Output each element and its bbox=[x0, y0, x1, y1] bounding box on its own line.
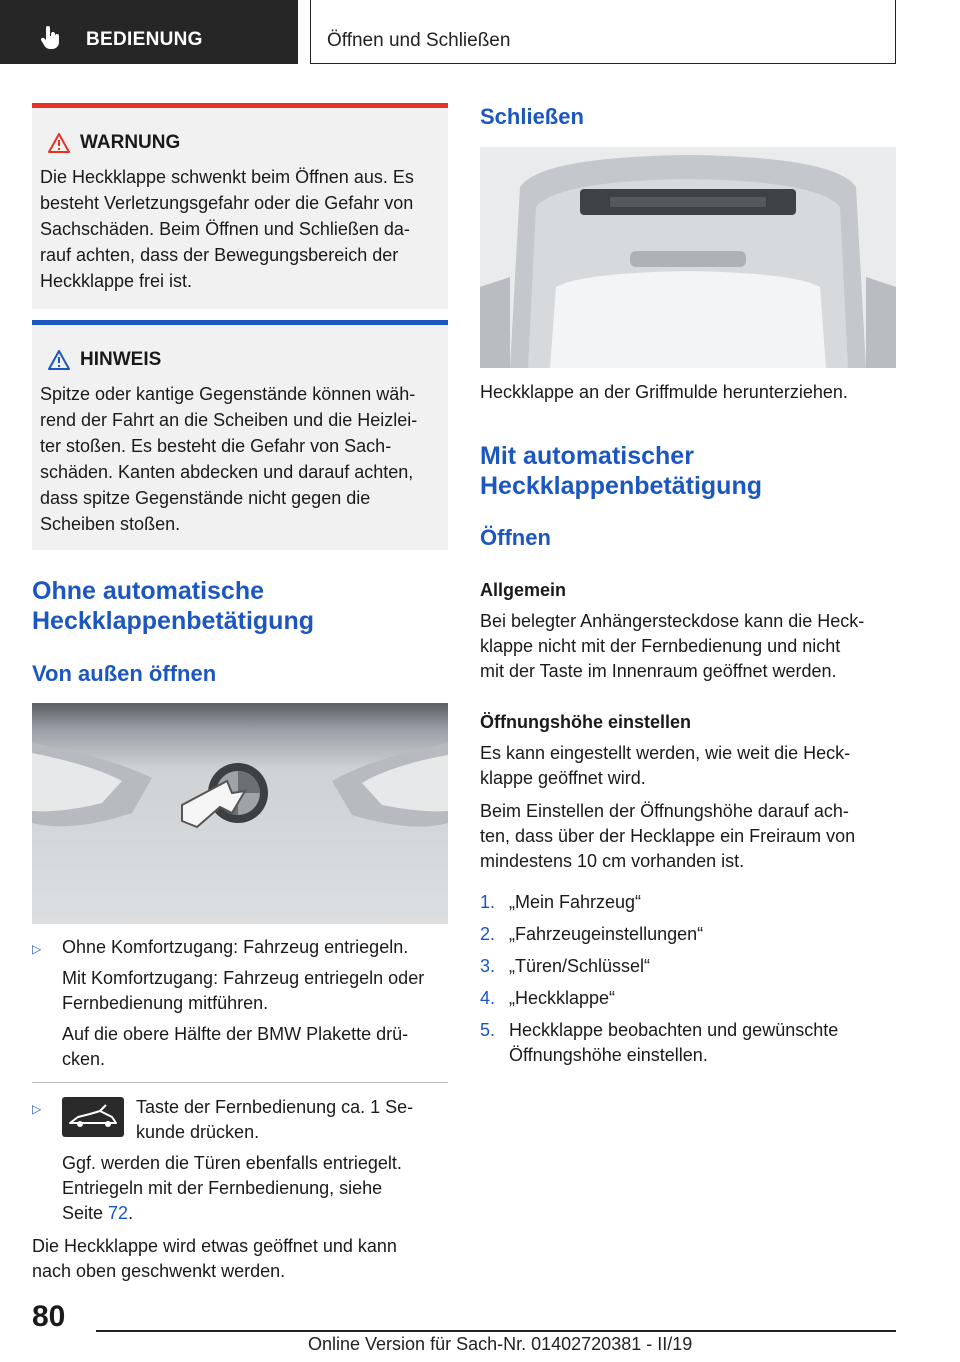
subheading-close: Schließen bbox=[480, 104, 584, 129]
height-paragraph-1: Es kann eingestellt werden, wie weit die Heck- klappe geöffnet wird. bbox=[480, 743, 851, 788]
hint-text: Spitze oder kantige Gegenstände können wäh- rend der Fahrt an die Scheiben und die Heizlei- ter stoßen. Es besteht die Gefahr von Sach- schäden. Kanten abdecken und darauf achten, dass spitze Gegenstände nicht gegen die Scheiben stoßen. bbox=[40, 384, 418, 534]
closing-paragraph: Die Heckklappe wird etwas geöffnet und kann nach oben geschwenkt werden. bbox=[32, 1236, 397, 1281]
warning-triangle-icon bbox=[48, 133, 70, 153]
header-chapter-label: Öffnen und Schließen bbox=[327, 30, 511, 51]
bullet-item-1: ▷ bbox=[32, 942, 42, 956]
header-section-label: BEDIENUNG bbox=[86, 29, 203, 50]
section-heading-manual: Ohne automatische Heckklappenbetätigung bbox=[32, 577, 314, 635]
close-instruction: Heckklappe an der Griffmulde herunterziehen. bbox=[480, 382, 848, 402]
general-paragraph: Bei belegter Anhängersteckdose kann die Heck- klappe nicht mit der Fernbedienung und nicht mit der Taste im Innenraum geöffnet werden. bbox=[480, 611, 865, 681]
header-chapter-tab bbox=[310, 0, 896, 64]
subheading-open: Öffnen bbox=[480, 525, 551, 550]
section-heading-automatic: Mit automatischer Heckklappenbetätigung bbox=[480, 442, 762, 500]
divider bbox=[32, 1082, 448, 1083]
heading-general: Allgemein bbox=[480, 580, 567, 600]
header-section-tab bbox=[0, 0, 298, 64]
subheading-open-from-outside: Von außen öffnen bbox=[32, 661, 217, 686]
steps-list bbox=[480, 890, 900, 1068]
hint-box bbox=[32, 320, 448, 550]
bullet-item-2: ▷ bbox=[32, 1102, 42, 1116]
list-item: 2. „Fahrzeugeinstellungen“ bbox=[480, 924, 704, 944]
tailgate-emblem-image bbox=[32, 703, 448, 924]
tailgate-interior-image bbox=[480, 147, 896, 368]
warning-title: WARNUNG bbox=[80, 132, 181, 153]
warning-text: Die Heckklappe schwenkt beim Öffnen aus. Es besteht Verletzungsgefahr oder die Gefahr von Sachschäden. Beim Öffnen und Schließen da- rauf achten, dass der Bewegungsbereich der Heckklappe frei ist. bbox=[40, 167, 414, 291]
list-item: 1. „Mein Fahrzeug“ bbox=[480, 892, 642, 912]
hand-pointer-icon bbox=[40, 26, 62, 50]
page-number: 80 bbox=[32, 1300, 66, 1333]
hint-title: HINWEIS bbox=[80, 349, 162, 370]
footer-rule bbox=[96, 1330, 896, 1332]
list-item: 4. „Heckklappe“ bbox=[480, 988, 616, 1008]
list-item: 5. Heckklappe beobachten und gewünschte Öffnungshöhe einstellen. bbox=[480, 1020, 839, 1065]
bullet-2-text: Taste der Fernbedienung ca. 1 Se- kunde drücken. bbox=[136, 1097, 414, 1142]
list-item: 3. „Türen/Schlüssel“ bbox=[480, 956, 651, 976]
heading-opening-height: Öffnungshöhe einstellen bbox=[480, 712, 692, 732]
page-link-72[interactable]: 72 bbox=[108, 1203, 129, 1223]
bullet-2-note: Ggf. werden die Türen ebenfalls entriegelt. Entriegeln mit der Fernbedienung, siehe Seite 72. bbox=[62, 1153, 402, 1223]
bullet-1-text: Ohne Komfortzugang: Fahrzeug entriegeln. Mit Komfortzugang: Fahrzeug entriegeln oder Fernbedienung mitführen. Auf die obere Hälfte der BMW Plakette drü- cken. bbox=[62, 937, 425, 1069]
remote-tailgate-button-icon bbox=[62, 1097, 124, 1137]
hint-triangle-icon bbox=[48, 350, 70, 370]
footer-text: Online Version für Sach-Nr. 01402720381 - II/19 bbox=[308, 1334, 693, 1354]
warning-box bbox=[32, 103, 448, 309]
height-paragraph-2: Beim Einstellen der Öffnungshöhe darauf ach- ten, dass über der Hecklappe ein Freiraum von mindestens 10 cm vorhanden ist. bbox=[480, 801, 856, 871]
